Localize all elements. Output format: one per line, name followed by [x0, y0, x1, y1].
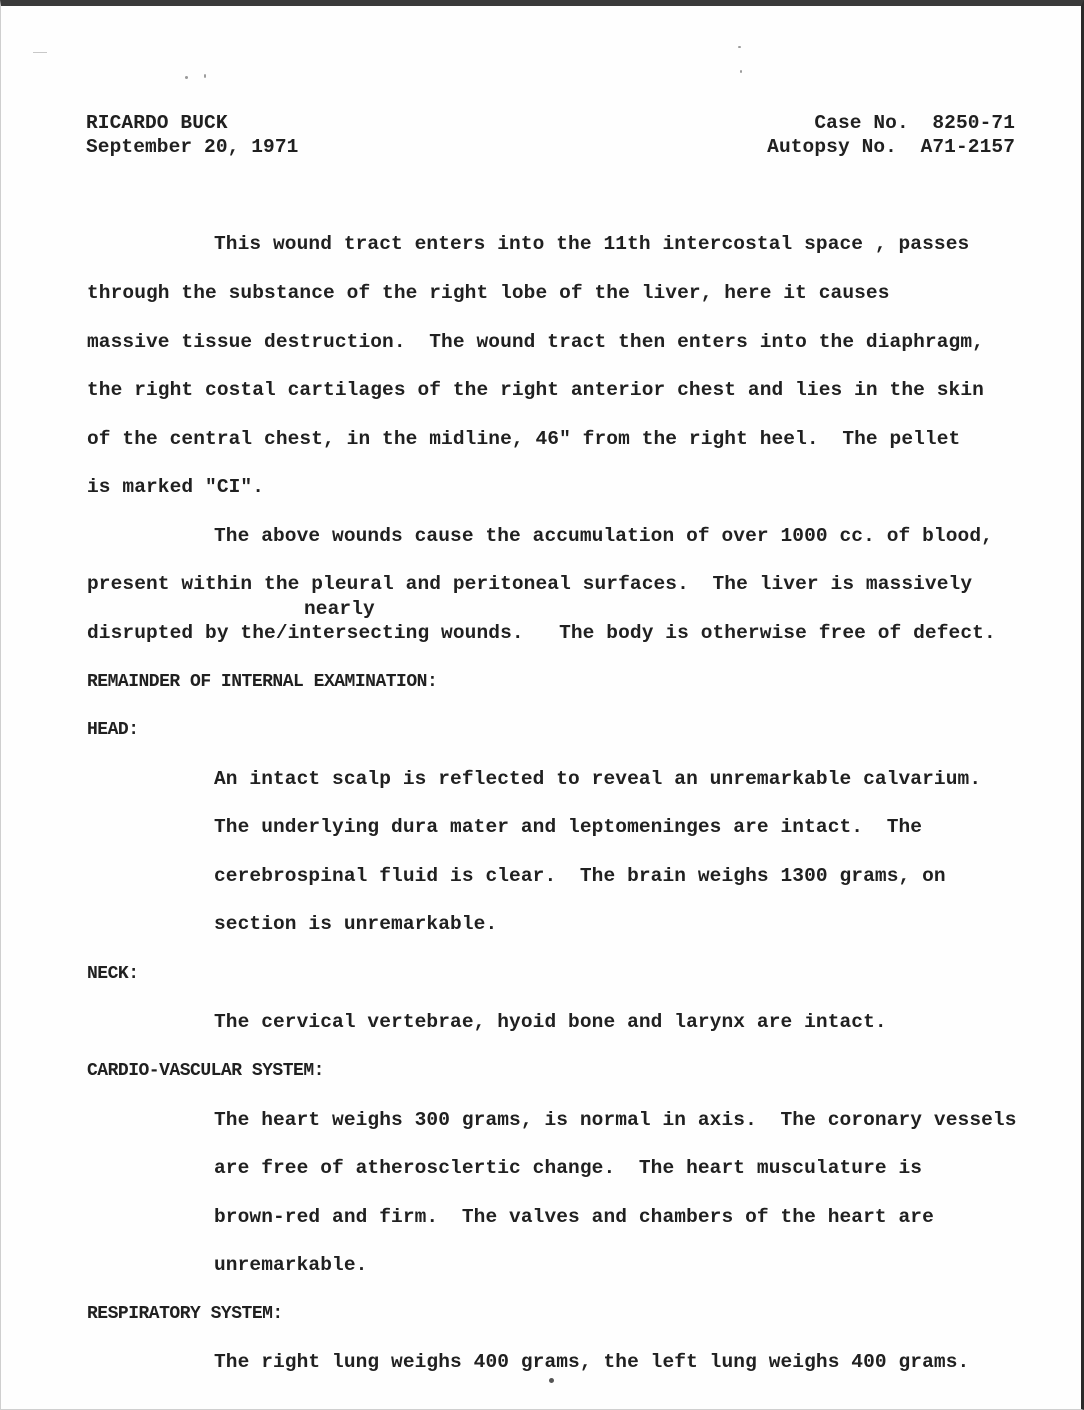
section-line: The underlying dura mater and leptomeninges are intact. The — [214, 816, 923, 838]
scan-speck — [549, 1378, 554, 1383]
interlinear-insertion: nearly — [304, 598, 375, 620]
section-heading-neck: NECK: — [87, 964, 139, 984]
section-heading-cardio: CARDIO-VASCULAR SYSTEM: — [87, 1061, 324, 1081]
section-heading-respiratory: RESPIRATORY SYSTEM: — [87, 1304, 283, 1324]
case-number: Case No. 8250-71 — [814, 112, 1015, 134]
paragraph-line: is marked "CI". — [87, 476, 265, 498]
patient-name: RICARDO BUCK — [86, 112, 228, 134]
report-date: September 20, 1971 — [86, 136, 299, 158]
scan-speck — [185, 76, 188, 79]
section-line: brown-red and firm. The valves and chambers of the heart are — [214, 1206, 934, 1228]
autopsy-number: Autopsy No. A71-2157 — [767, 136, 1015, 158]
section-heading-head: HEAD: — [87, 720, 139, 740]
paragraph-line: the right costal cartilages of the right anterior chest and lies in the skin — [87, 379, 984, 401]
paragraph-line: This wound tract enters into the 11th intercostal space , passes — [214, 233, 970, 255]
section-line: unremarkable. — [214, 1254, 368, 1276]
paragraph-line: through the substance of the right lobe of the liver, here it causes — [87, 282, 890, 304]
section-line: section is unremarkable. — [214, 913, 498, 935]
section-line: cerebrospinal fluid is clear. The brain weighs 1300 grams, on — [214, 865, 946, 887]
paragraph-line: massive tissue destruction. The wound tract then enters into the diaphragm, — [87, 331, 984, 353]
scan-speck — [738, 46, 741, 48]
scan-speck — [740, 70, 742, 73]
section-line: An intact scalp is reflected to reveal an unremarkable calvarium. — [214, 768, 982, 790]
paragraph-line: of the central chest, in the midline, 46" from the right heel. The pellet — [87, 428, 961, 450]
section-line: The heart weighs 300 grams, is normal in axis. The coronary vessels — [214, 1109, 1017, 1131]
paragraph-line: disrupted by the/intersecting wounds. The body is otherwise free of defect. — [87, 622, 996, 644]
section-line: The right lung weighs 400 grams, the left lung weighs 400 grams. — [214, 1351, 970, 1373]
section-heading-remainder: REMAINDER OF INTERNAL EXAMINATION: — [87, 672, 438, 692]
section-line: are free of atherosclertic change. The heart musculature is — [214, 1157, 923, 1179]
scan-speck — [33, 52, 47, 53]
paragraph-line: The above wounds cause the accumulation of over 1000 cc. of blood, — [214, 525, 993, 547]
section-line: The cervical vertebrae, hyoid bone and larynx are intact. — [214, 1011, 887, 1033]
paragraph-line: present within the pleural and peritoneal surfaces. The liver is massively — [87, 573, 973, 595]
scan-speck — [204, 74, 206, 78]
